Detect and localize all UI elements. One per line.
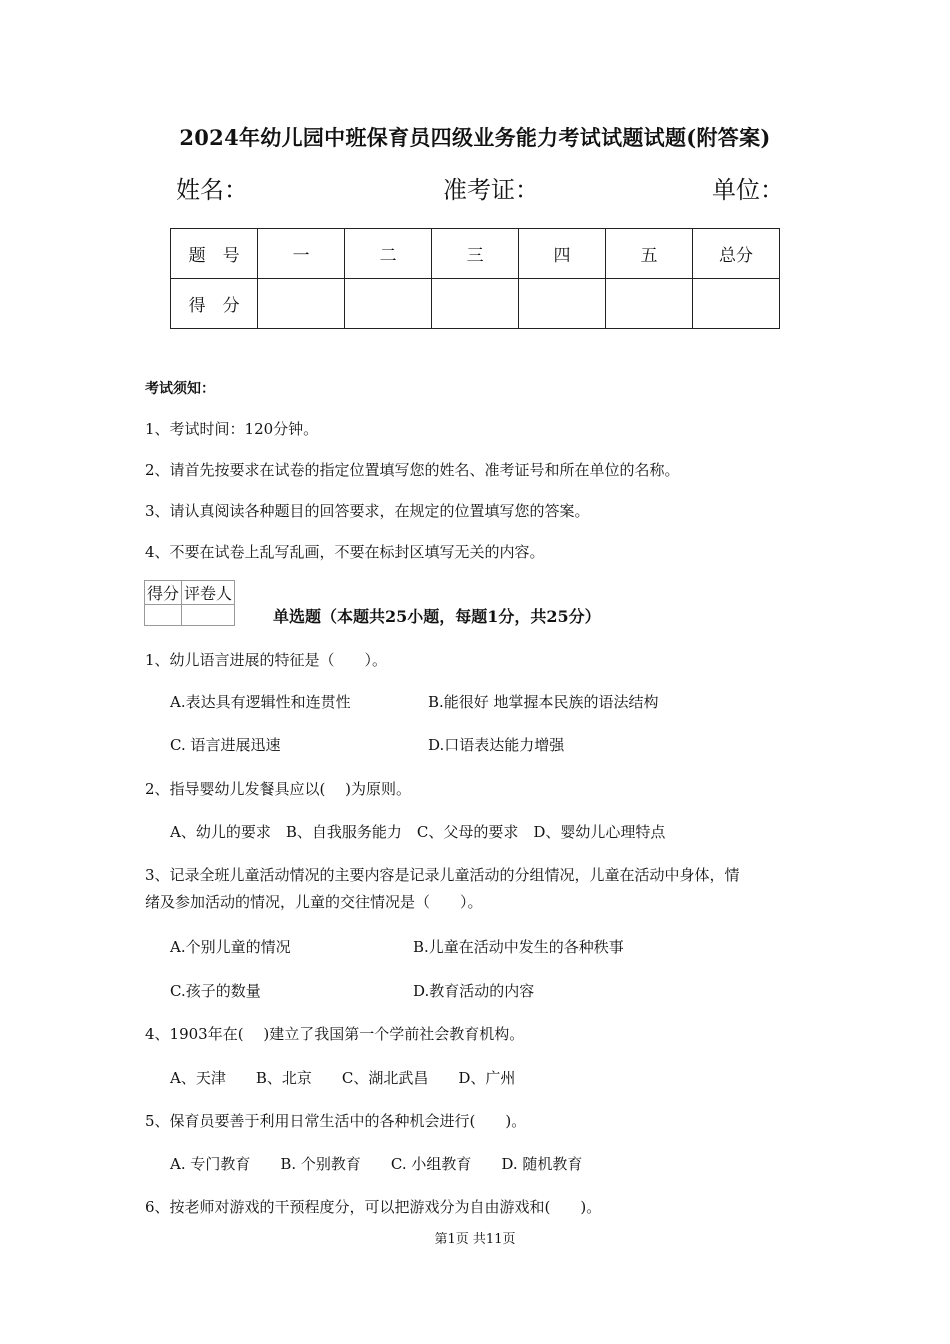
score-table-header-row (171, 229, 780, 279)
score-header-cell: 三 (432, 229, 519, 279)
notice-item: 4、不要在试卷上乱写乱画，不要在标封区填写无关的内容。 (145, 543, 545, 561)
option-b: B.儿童在活动中发生的各种秩事 (413, 938, 624, 956)
score-cell[interactable] (606, 279, 693, 329)
question-stem: 5、保育员要善于利用日常生活中的各种机会进行( )。 (145, 1112, 527, 1130)
option-a: A.个别儿童的情况 (170, 938, 291, 956)
option-d: D.教育活动的内容 (413, 982, 535, 1000)
notice-item: 1、考试时间：120分钟。 (145, 420, 319, 438)
question-stem: 6、按老师对游戏的干预程度分，可以把游戏分为自由游戏和( )。 (145, 1198, 602, 1216)
options-line: A. 专门教育 B. 个别教育 C. 小组教育 D. 随机教育 (170, 1155, 583, 1173)
score-table (170, 228, 780, 329)
grader-score-cell[interactable] (145, 605, 182, 626)
option-b: B.能很好 地掌握本民族的语法结构 (428, 693, 659, 711)
notice-title: 考试须知： (145, 381, 215, 397)
grader-box (144, 580, 235, 626)
grader-name-cell[interactable] (182, 605, 235, 626)
grader-score-label: 得分 (145, 581, 182, 605)
option-a: A.表达具有逻辑性和连贯性 (170, 693, 351, 711)
score-cell[interactable] (692, 279, 779, 329)
score-cell[interactable] (258, 279, 345, 329)
unit-field-label: 单位： (712, 176, 784, 204)
notice-item: 2、请首先按要求在试卷的指定位置填写您的姓名、准考证号和所在单位的名称。 (145, 461, 680, 479)
score-header-cell: 二 (345, 229, 432, 279)
notice-item: 3、请认真阅读各种题目的回答要求，在规定的位置填写您的答案。 (145, 502, 590, 520)
grader-name-label: 评卷人 (182, 581, 235, 605)
section-title: 单选题（本题共25小题，每题1分，共25分） (273, 607, 601, 626)
score-cell[interactable] (345, 279, 432, 329)
score-header-cell: 一 (258, 229, 345, 279)
options-line: A、幼儿的要求 B、自我服务能力 C、父母的要求 D、婴幼儿心理特点 (170, 823, 666, 841)
exam-id-field-label: 准考证： (443, 176, 539, 204)
question-stem: 2、指导婴幼儿发餐具应以( )为原则。 (145, 780, 412, 798)
option-c: C.孩子的数量 (170, 982, 261, 1000)
question-stem-continued: 绪及参加活动的情况，儿童的交往情况是（ ）。 (145, 893, 483, 911)
options-line: A、天津 B、北京 C、湖北武昌 D、广州 (170, 1069, 516, 1087)
exam-title: 2024年幼儿园中班保育员四级业务能力考试试题试题(附答案) (179, 125, 771, 150)
score-cell[interactable] (432, 279, 519, 329)
score-header-cell: 总分 (692, 229, 779, 279)
score-header-cell: 题 号 (171, 229, 258, 279)
page-footer: 第1页 共11页 (434, 1232, 516, 1247)
score-header-cell: 四 (519, 229, 606, 279)
score-header-cell: 五 (606, 229, 693, 279)
score-table-score-row (171, 279, 780, 329)
option-d: D.口语表达能力增强 (428, 736, 565, 754)
score-row-label: 得 分 (171, 279, 258, 329)
option-c: C. 语言进展迅速 (170, 736, 281, 754)
name-field-label: 姓名： (176, 176, 248, 204)
score-cell[interactable] (519, 279, 606, 329)
question-stem: 1、幼儿语言进展的特征是（ ）。 (145, 651, 388, 669)
question-stem: 4、1903年在( )建立了我国第一个学前社会教育机构。 (145, 1025, 525, 1043)
question-stem: 3、记录全班儿童活动情况的主要内容是记录儿童活动的分组情况，儿童在活动中身体，情 (145, 866, 740, 884)
